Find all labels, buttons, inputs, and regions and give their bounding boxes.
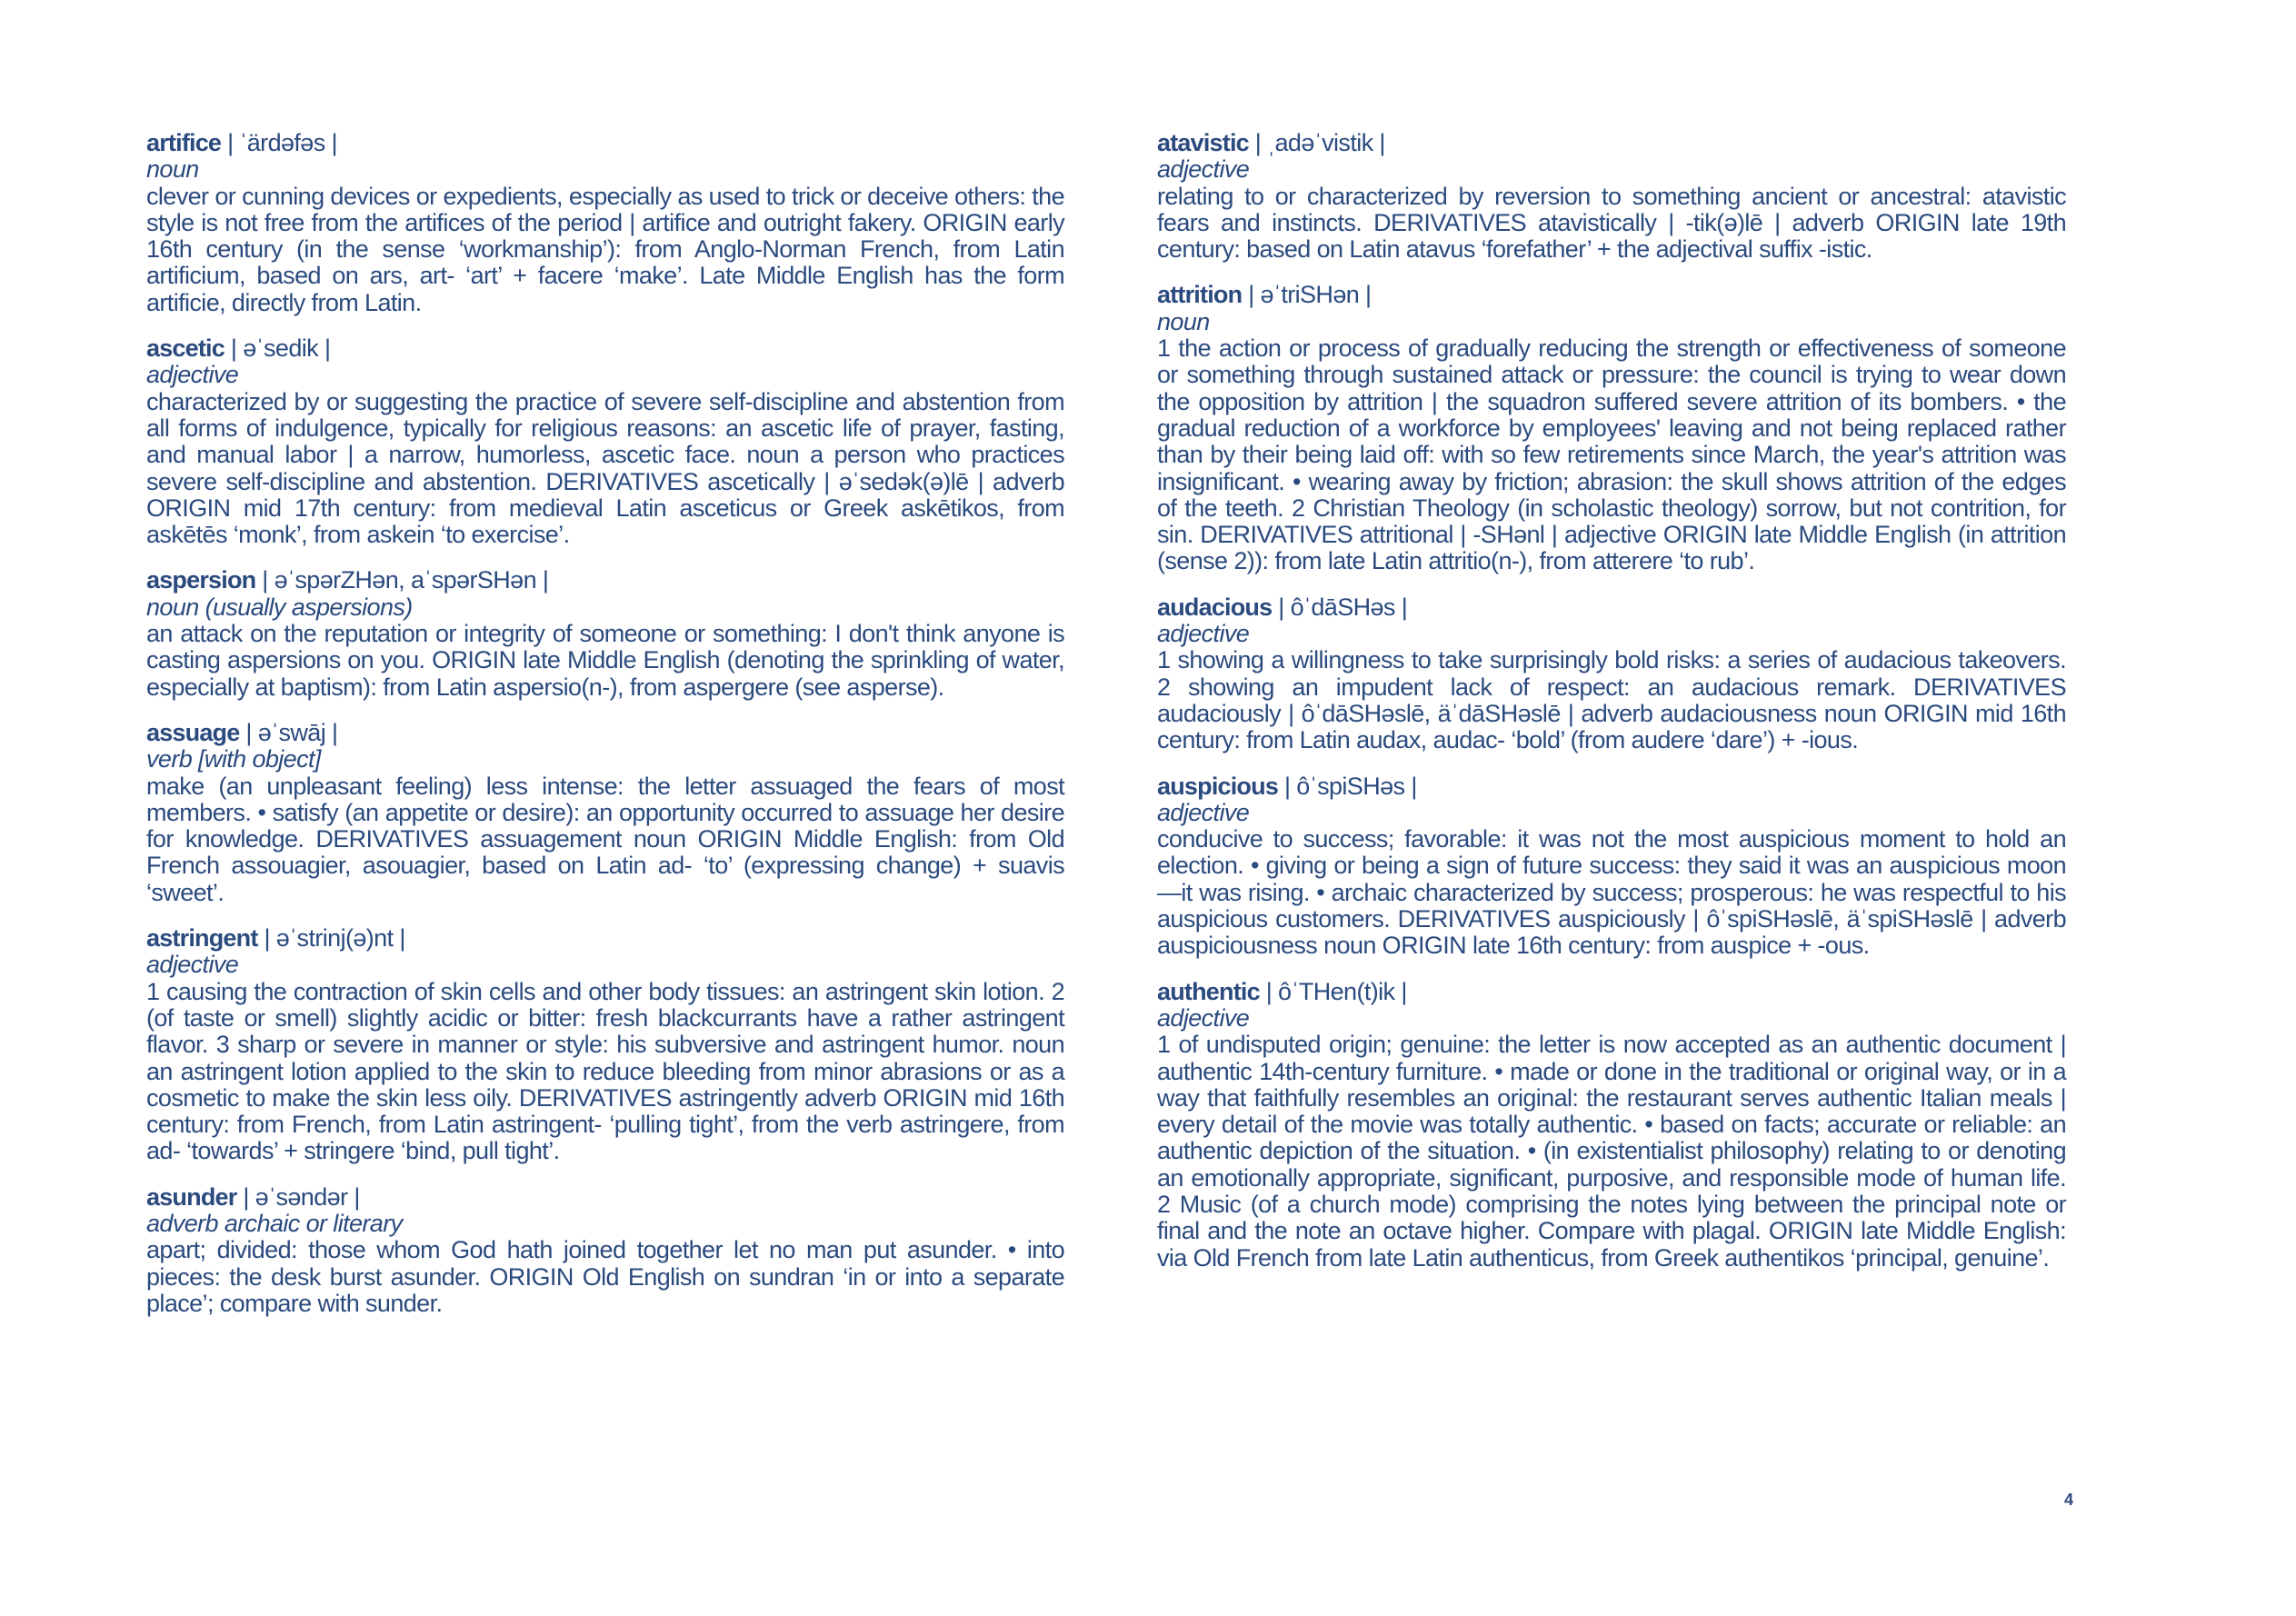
pronunciation: | əˈspərZHən, aˈspərSHən | — [262, 566, 549, 594]
page-number: 4 — [2064, 1491, 2074, 1509]
right-column — [1157, 130, 2066, 1291]
part-of-speech: adjective — [1157, 620, 1250, 648]
part-of-speech: adjective — [1157, 1003, 1250, 1032]
headword: assuage — [146, 718, 240, 746]
dictionary-entry-asunder — [146, 1184, 1064, 1317]
dictionary-entry-atavistic — [1157, 130, 2066, 263]
headword: artifice — [146, 129, 222, 156]
headword: audacious — [1157, 593, 1273, 621]
headword: ascetic — [146, 334, 225, 363]
entry-headline — [146, 925, 1064, 952]
dictionary-entry-assuage — [146, 720, 1064, 906]
dictionary-entry-aspersion — [146, 567, 1064, 700]
entry-headline — [1157, 282, 2066, 308]
pronunciation: | əˈsəndər | — [243, 1182, 360, 1211]
entry-headline — [146, 335, 1064, 362]
part-of-speech: verb [with object] — [146, 745, 321, 773]
left-column — [146, 130, 1064, 1336]
definition: 1 showing a willingness to take surprisingly bold risks: a series of audacious takeovers. 2 showing an impudent lack of respect: an audacious remark. DERIVATIVES audaciously | ôˈdāSHəslē, äˈdāSHəslē | adverb audaciousness noun ORIGIN mid 16th century: from Latin audax, audac- ‘bold’ (from audere ‘dare’) + -ious. — [1157, 646, 2066, 754]
definition: conducive to success; favorable: it was not the most auspicious moment to hold an election. • giving or being a sign of future success: they said it was an auspicious moon—it was rising. • archaic characterized by success; prosperous: he was respectful to his auspicious customers. DERIVATIVES auspiciously | ôˈspiSHəslē, äˈspiSHəslē | adverb auspiciousness noun ORIGIN late 16th century: from auspice + -ous. — [1157, 825, 2066, 960]
definition: relating to or characterized by reversion to something ancient or ancestral: atavistic fears and instincts. DERIVATIVES atavistically | -tik(ə)lē | adverb ORIGIN late 19th century: based on Latin atavus ‘forefather’ + the adjectival suffix -istic. — [1157, 182, 2066, 264]
definition: characterized by or suggesting the practice of severe self-discipline and abstention from all forms of indulgence, typically for religious reasons: an ascetic life of prayer, fasting, and manual labor | a narrow, humorless, ascetic face. noun a person who practices severe self-discipline and abstention. DERIVATIVES ascetically | əˈsedək(ə)lē | adverb ORIGIN mid 17th century: from medieval Latin asceticus or Greek askētikos, from askētēs ‘monk’, from askein ‘to exercise’. — [146, 387, 1064, 549]
part-of-speech: adverb archaic or literary — [146, 1209, 403, 1237]
definition: 1 causing the contraction of skin cells and other body tissues: an astringent skin lotion. 2 (of taste or smell) slightly acidic or bitter: fresh blackcurrants have a rather astringent flavor. 3 sharp or severe in manner or style: his subversive and astringent humor. noun an astringent lotion applied to the skin to reduce bleeding from minor abrasions or as a cosmetic to make the skin less oily. DERIVATIVES astringently adverb ORIGIN mid 16th century: from French, from Latin astringent- ‘pulling tight’, from the verb astringere, from ad- ‘towards’ + stringere ‘bind, pull tight’. — [146, 977, 1064, 1165]
pronunciation: | ôˈspiSHəs | — [1283, 772, 1417, 800]
pronunciation: | əˈstrinj(ə)nt | — [264, 924, 405, 953]
headword: asunder — [146, 1182, 237, 1211]
pronunciation: | ôˈdāSHəs | — [1278, 593, 1408, 621]
part-of-speech: noun (usually aspersions) — [146, 593, 413, 621]
entry-headline — [146, 1184, 1064, 1211]
part-of-speech: noun — [146, 155, 199, 184]
entry-headline — [146, 130, 1064, 156]
dictionary-entry-attrition — [1157, 282, 2066, 574]
entry-headline — [146, 720, 1064, 746]
dictionary-entry-audacious — [1157, 594, 2066, 754]
definition: 1 of undisputed origin; genuine: the letter is now accepted as an authentic document | authentic 14th-century furniture. • made or done in the traditional or original way, or in a way that faithfully resembles an original: the restaurant serves authentic Italian meals | every detail of the movie was totally authentic. • based on facts; accurate or reliable: an authentic depiction of the situation. • (in existentialist philosophy) relating to or denoting an emotionally appropriate, significant, purposive, and responsible mode of human life. 2 Music (of a church mode) comprising the notes lying between the principal note or final and the note an octave higher. Compare with plagal. ORIGIN late Middle English: via Old French from late Latin authenticus, from Greek authentikos ‘principal, genuine’. — [1157, 1031, 2066, 1272]
pronunciation: | əˈsedik | — [230, 334, 331, 363]
definition: clever or cunning devices or expedients, especially as used to trick or deceive others: the style is not free from the artifices of the period | artifice and outright fakery. ORIGIN early 16th century (in the sense ‘workmanship’): from Anglo-Norman French, from Latin artificium, based on ars, art- ‘art’ + facere ‘make’. Late Middle English has the form artificie, directly from Latin. — [146, 182, 1064, 316]
pronunciation: | ˈärdəfəs | — [227, 129, 337, 156]
dictionary-entry-auspicious — [1157, 773, 2066, 960]
part-of-speech: adjective — [1157, 798, 1250, 826]
definition: an attack on the reputation or integrity of someone or something: I don't think anyone is casting aspersions on you. ORIGIN late Middle English (denoting the sprinkling of water, especially at baptism): from Latin aspersio(n-), from aspergere (see asperse). — [146, 620, 1064, 701]
definition: apart; divided: those whom God hath joined together let no man put asunder. • into pieces: the desk burst asunder. ORIGIN Old English on sundran ‘in or into a separate place’; compare with sunder. — [146, 1236, 1064, 1317]
pronunciation: | ôˈTHen(t)ik | — [1265, 977, 1407, 1005]
headword: atavistic — [1157, 129, 1249, 156]
entry-headline — [1157, 979, 2066, 1005]
part-of-speech: noun — [1157, 307, 1210, 335]
headword: attrition — [1157, 281, 1243, 309]
definition: 1 the action or process of gradually reducing the strength or effectiveness of someone or something through sustained attack or pressure: the council is trying to wear down the opposition by attrition | the squadron suffered severe attrition of its bombers. • the gradual reduction of a workforce by employees' leaving and not being replaced rather than by their being laid off: with so few retirements since March, the year's attrition was insignificant. • wearing away by friction; abrasion: the skull shows attrition of the edges of the teeth. 2 Christian Theology (in scholastic theology) sorrow, but not contrition, for sin. DERIVATIVES attritional | -SHənl | adjective ORIGIN late Middle English (in attrition (sense 2)): from late Latin attritio(n-), from atterere ‘to rub’. — [1157, 334, 2066, 575]
dictionary-entry-ascetic — [146, 335, 1064, 548]
headword: aspersion — [146, 566, 256, 594]
headword: astringent — [146, 924, 258, 953]
dictionary-entry-authentic — [1157, 979, 2066, 1272]
part-of-speech: adjective — [146, 951, 239, 979]
entry-headline — [1157, 594, 2066, 621]
entry-headline — [146, 567, 1064, 594]
headword: auspicious — [1157, 772, 1279, 800]
dictionary-entry-artifice — [146, 130, 1064, 316]
entry-headline — [1157, 773, 2066, 800]
entry-headline — [1157, 130, 2066, 156]
pronunciation: | əˈtriSHən | — [1248, 281, 1372, 309]
pronunciation: | ˌadəˈvistik | — [1254, 129, 1385, 156]
part-of-speech: adjective — [146, 361, 239, 389]
definition: make (an unpleasant feeling) less intense: the letter assuaged the fears of most members. • satisfy (an appetite or desire): an opportunity occurred to assuage her desire for knowledge. DERIVATIVES assuagement noun ORIGIN Middle English: from Old French assouagier, asouagier, based on Latin ad- ‘to’ (expressing change) + suavis ‘sweet’. — [146, 772, 1064, 906]
headword: authentic — [1157, 977, 1260, 1005]
pronunciation: | əˈswāj | — [245, 718, 338, 746]
part-of-speech: adjective — [1157, 155, 1250, 184]
dictionary-entry-astringent — [146, 925, 1064, 1165]
